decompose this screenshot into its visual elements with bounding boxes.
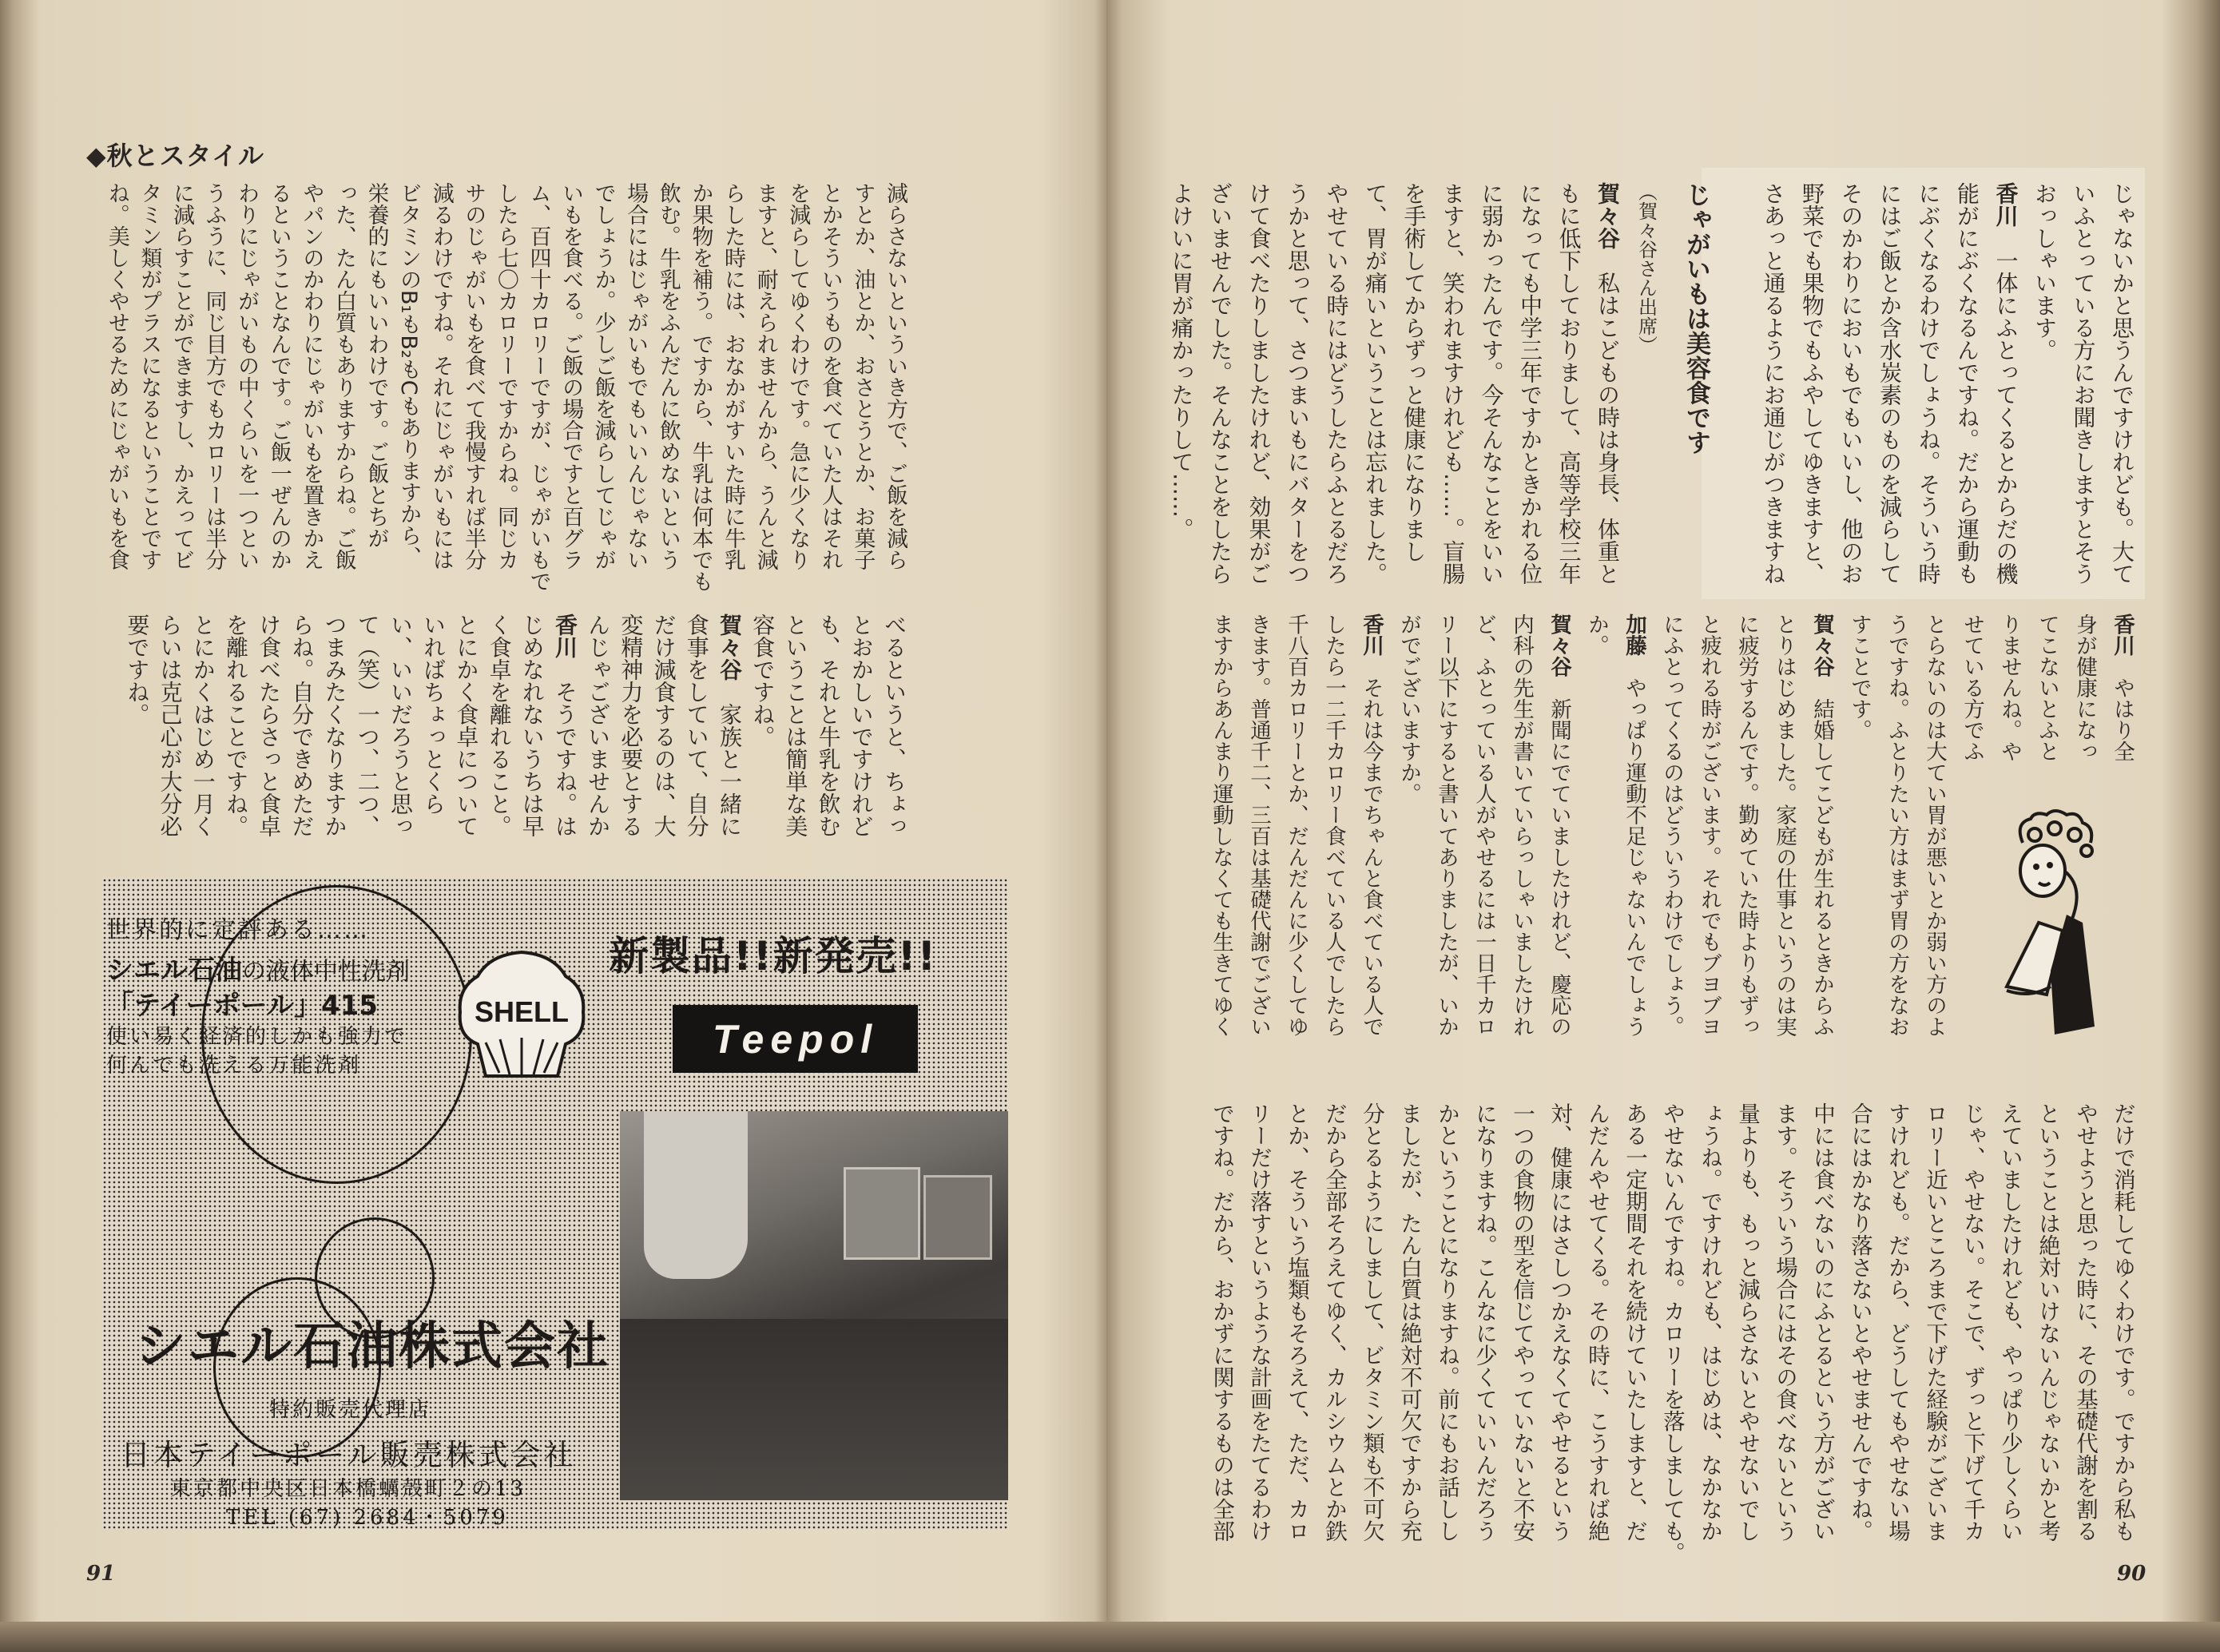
text-column [489, 182, 522, 598]
ad-address: 東京都中央区日本橋蠣殻町２の13 [170, 1477, 526, 1501]
text-column [1433, 182, 1472, 598]
column-text: 対、健康にはさしつかえなくてやせるという [1547, 1102, 1572, 1542]
text-column [392, 182, 425, 598]
text-column [100, 182, 133, 598]
column-text: ざいませんでした。そんなことをしたら [1207, 182, 1233, 585]
right-upper-text-block [1168, 182, 2141, 598]
column-text: に疲労するんです。勤めていた時よりもずっ [1734, 614, 1759, 1037]
column-text: ある一定期間それを続けていたしますと、だ [1622, 1102, 1647, 1542]
text-column [1803, 614, 1841, 1069]
text-column [1315, 1102, 1352, 1562]
text-column [285, 614, 318, 853]
column-text: やせないんですね。カロリーを落しましても。 [1659, 1102, 1685, 1564]
column-text: った、たん白質もありますからね。ご飯 [331, 182, 356, 570]
column-text: に弱かったんです。今そんなことをいい [1478, 182, 1505, 585]
column-text: らね。自分できめただ [288, 614, 316, 837]
text-column [1803, 1102, 1841, 1562]
column-text: ます。そういう場合にはその食べないという [1772, 1102, 1797, 1542]
speaker-name: 賀々谷 [716, 614, 743, 681]
text-column [1428, 1102, 1465, 1562]
speaker-name: 賀々谷 [1547, 614, 1571, 677]
text-column [1317, 182, 1356, 598]
photo-counter [620, 1319, 1008, 1500]
column-text: て、胃が痛いということは忘れました。 [1362, 182, 1388, 585]
text-column [1615, 614, 1653, 1069]
speaker-name: 香川 [551, 614, 578, 658]
text-column [1239, 182, 1278, 598]
column-text: じゃがいもは美容食です [1682, 182, 1710, 455]
text-column [1653, 1102, 1690, 1562]
text-column [1511, 182, 1550, 598]
ad-telephone: TEL (67) 2684・5079 [226, 1506, 509, 1530]
photo-pot [923, 1175, 992, 1260]
section-header: ◆秋とスタイル [86, 141, 264, 171]
text-column [1878, 614, 1916, 1069]
column-text: ますからあんまり運動しなくても生きてゆく [1209, 614, 1233, 1037]
text-column [1162, 182, 1201, 598]
text-column [1986, 182, 2025, 598]
woman-illustration-icon [1991, 811, 2119, 1054]
text-column [2063, 182, 2103, 598]
column-text: やはり全 [2110, 677, 2135, 762]
ad-kitchen-photo [620, 1111, 1008, 1500]
column-text: 千八百カロリーとか、だんだんに少くしてゆ [1284, 614, 1309, 1037]
text-column [681, 614, 713, 853]
column-text: つまみたくなりますか [321, 614, 348, 837]
text-column [1240, 1102, 1277, 1562]
text-column [1588, 182, 1627, 598]
column-text: と疲れる時がございます。それでもブヨブヨ [1697, 614, 1722, 1037]
column-text: を離れることですね。 [222, 614, 249, 837]
text-column [812, 614, 844, 853]
shell-logo-icon [454, 948, 590, 1086]
text-column [359, 182, 392, 598]
text-column [619, 182, 652, 598]
text-column [187, 614, 220, 853]
text-column [2028, 1102, 2066, 1562]
column-text: やっぱり運動不足じゃないんでしょう [1622, 677, 1646, 1037]
text-column [713, 614, 746, 853]
column-text: だから全部そろえてゆく、カルシウムとか鉄 [1321, 1102, 1347, 1542]
photo-pot [844, 1167, 920, 1260]
text-column [1277, 1102, 1315, 1562]
column-text: でしょうか。少しご飯を減らしてじゃが [590, 182, 616, 570]
left-upper-text-block [99, 182, 911, 598]
column-text: んじゃございませんか [585, 614, 612, 837]
column-text: うですね。ふとりたい方はまず胃の方をなお [1884, 614, 1909, 1037]
text-column [813, 182, 846, 598]
column-text: 食事をしていて、自分 [683, 614, 710, 837]
column-text: とらないのは大てい胃が悪いとか弱い方のよ [1922, 614, 1947, 1037]
text-column [522, 182, 554, 598]
text-column [457, 182, 490, 598]
text-column [197, 182, 230, 598]
column-text: それは今までちゃんと食べている人で [1359, 677, 1384, 1037]
column-text: て（笑）一つ、二つ、 [354, 614, 381, 837]
column-text: 合にはかなり落さないとやせませんですね。 [1847, 1102, 1873, 1542]
column-text: だけで消耗してゆくわけです。ですから私も [2110, 1102, 2135, 1542]
column-text: やせている時にはどうしたらふとるだろ [1323, 182, 1350, 585]
text-column [1753, 182, 1793, 598]
column-text: おっしゃいます。 [2031, 182, 2058, 361]
column-text: すけれども。だから、どうしてもやせない場 [1884, 1102, 1910, 1542]
ad-headline: 新製品!!新発売!! [609, 933, 938, 979]
column-text: さあっと通るようにお通じがつきますね [1760, 182, 1787, 585]
right-lower-text-block [1203, 1102, 2141, 1562]
text-column [779, 614, 812, 853]
column-text: 一体にふとってくるとからだの機 [1992, 249, 2019, 585]
text-column [684, 182, 717, 598]
column-text: すとか、油とか、おさとうとか、お菓子 [850, 182, 876, 570]
text-column [252, 614, 285, 853]
column-text: そうですね。は [551, 681, 578, 837]
column-text: け食べたらさっと食卓 [256, 614, 283, 837]
page-number-right: 90 [2117, 1562, 2147, 1586]
column-text: じめなれないうちは早 [518, 614, 546, 837]
text-column [1728, 1102, 1765, 1562]
column-text: したら一二千カロリー食べている人でしたら [1321, 614, 1346, 1037]
text-column [133, 182, 165, 598]
speaker-name: 香川 [2110, 614, 2135, 656]
ad-tagline: 世界的に定評ある…… [106, 916, 370, 944]
column-text: 飲む。牛乳をふんだんに飲めないという [655, 182, 681, 570]
left-middle-text-block [120, 614, 911, 853]
speaker-name: 賀々谷 [1809, 614, 1834, 677]
column-text: ム、百四十カロリーですが、じゃがいもで [526, 182, 551, 592]
teepol-brand-box [673, 1005, 918, 1073]
text-column [2103, 1102, 2141, 1562]
text-column [1465, 614, 1503, 1069]
text-column [1240, 614, 1277, 1069]
text-column [516, 614, 549, 853]
text-column [165, 182, 197, 598]
text-column [647, 614, 680, 853]
column-text: だけ減食するのは、大 [650, 614, 677, 837]
teepol-brand-text: Teepol [712, 1016, 879, 1062]
text-column [1690, 1102, 1728, 1562]
text-column [1870, 182, 1909, 598]
text-column [582, 614, 614, 853]
text-column [1277, 614, 1315, 1069]
text-column [2103, 182, 2142, 598]
column-text: 減るわけですね。それにじゃがいもには [428, 182, 454, 570]
column-text: ビタミンのB₁もB₂もCもありますから、 [396, 182, 422, 568]
text-column [1908, 182, 1948, 598]
column-text: 身が健康になっ [2072, 614, 2097, 762]
text-column [878, 182, 911, 598]
column-text: いればちょっとくら [420, 614, 447, 815]
speaker-name: 賀々谷 [1595, 182, 1621, 249]
column-text: んだんやせてくる。その時に、こうすれば絶 [1584, 1102, 1610, 1542]
column-text: 私はこどもの時は身長、体重と [1595, 272, 1621, 585]
text-column [1578, 614, 1615, 1069]
text-column [1201, 182, 1240, 598]
text-column [153, 614, 186, 853]
text-column [1878, 1102, 1916, 1562]
ad-line1-rest: の液体中性洗剤 [242, 958, 410, 986]
text-column [121, 614, 153, 853]
text-column [1428, 614, 1465, 1069]
text-column [1831, 182, 1870, 598]
text-column [1503, 614, 1540, 1069]
column-text: らいは克己心が大分必 [157, 614, 184, 837]
photo-hand [644, 1111, 748, 1279]
text-column [1390, 1102, 1428, 1562]
text-column [749, 182, 781, 598]
column-text: かということになりますね。前にもお話しし [1434, 1102, 1459, 1542]
column-text: ど、ふとっている人がやせるには一日千カロ [1471, 614, 1496, 1037]
column-text: ますと、笑われますけれども……。盲腸 [1440, 182, 1466, 585]
text-column [586, 182, 619, 598]
speaker-name: 香川 [1359, 614, 1384, 656]
text-column [424, 182, 457, 598]
speaker-name: 香川 [1992, 182, 2019, 227]
text-column [614, 614, 647, 853]
text-column [1540, 1102, 1578, 1562]
column-text: ましたが、たん白質は絶対不可欠ですから充 [1396, 1102, 1422, 1542]
text-column [1315, 614, 1352, 1069]
column-text: とか、そういう塩類もそろえて、ただ、カロ [1284, 1102, 1309, 1542]
column-text: 一つの食物の型を信じてやっていないと不安 [1509, 1102, 1535, 1542]
column-text: ね。美しくやせるためにじゃがいもを食 [104, 182, 129, 570]
text-column [554, 182, 586, 598]
text-column [1202, 1102, 1240, 1562]
column-text: 新聞にでていましたけれど、慶応の [1547, 698, 1571, 1037]
text-column [549, 614, 582, 853]
column-text: ですね。だから、おかずに関するものは全部 [1209, 1102, 1234, 1542]
column-text: うかと思って、さつまいもにバターをつ [1285, 182, 1311, 585]
column-text: 野菜でも果物でもふやしてゆきますと、 [1799, 182, 1825, 585]
column-text: もに低下しておりまして、高等学校三年 [1555, 182, 1583, 585]
column-text: サのじゃがいもを食べて我慢すれば半分 [461, 182, 486, 570]
column-text: えていましたけれども、やっぱり少しくらい [1997, 1102, 2023, 1542]
ad-product: 「テイーポール」415 [106, 990, 378, 1022]
text-column [1991, 1102, 2028, 1562]
text-column [781, 182, 814, 598]
column-text: にふとってくるのはどういうわけでしょう。 [1659, 614, 1684, 1037]
column-text: か果物を補う。ですから、牛乳は何本でも [688, 182, 713, 592]
ad-agent-label: 特約販売代理店 [269, 1398, 432, 1422]
page-number-left: 91 [86, 1562, 116, 1586]
column-text: 家族と一緒に [716, 703, 743, 837]
column-text: とにかくはじめ一月く [189, 614, 216, 837]
text-column [1503, 1102, 1540, 1562]
text-column [220, 614, 252, 853]
column-text: も、それと牛乳を飲む [815, 614, 842, 837]
column-text: 結婚してこどもが生れるときからふ [1809, 698, 1834, 1037]
ad-desc1: 使い易く経済的しかも強力で [106, 1025, 408, 1049]
text-column [318, 614, 351, 853]
column-text: く食卓を離れること。 [486, 614, 513, 837]
column-text: 要ですね。 [124, 614, 151, 725]
column-text: を手術してからずっと健康になりまし [1400, 182, 1428, 562]
text-column [450, 614, 483, 853]
column-text: とかそういうものを食べていた人はそれ [817, 182, 843, 570]
text-column [1765, 1102, 1803, 1562]
text-column [483, 614, 515, 853]
column-text: 減らさないといういき方で、ご飯を減ら [883, 182, 907, 570]
text-column [1394, 182, 1433, 598]
column-text: ということは絶対いけないんじゃないかと考 [2035, 1102, 2060, 1542]
shell-logo-text: SHELL [474, 995, 570, 1028]
column-text: 栄養的にもいいわけです。ご飯とちが [363, 182, 389, 549]
column-text: けて食べたりしましたけれど、効果がご [1245, 182, 1273, 585]
column-text: 中には食べないのにふとるという方がござい [1809, 1102, 1835, 1542]
text-column [1352, 614, 1390, 1069]
text-column [417, 614, 450, 853]
text-column [1578, 1102, 1615, 1562]
ad-line1 [106, 948, 410, 987]
text-column [1841, 614, 1878, 1069]
text-column [1549, 182, 1588, 598]
text-column [1953, 1102, 1991, 1562]
text-column [327, 182, 359, 598]
shell-teepol-advertisement [102, 878, 1008, 1529]
text-column [1278, 182, 1317, 598]
text-column [295, 182, 328, 598]
text-column [1390, 614, 1428, 1069]
column-text: 量よりも、もっと減らさないとやせないでし [1734, 1102, 1760, 1542]
column-text: に減らすことができますし、かえってビ [169, 182, 194, 570]
column-text: じゃ、やせない。そこで、ずっと下げて千カ [1960, 1102, 1985, 1542]
text-column [262, 182, 295, 598]
text-column [1653, 614, 1690, 1069]
column-text: いふとっている方にお聞きしますとそう [2070, 182, 2097, 585]
article-title [1666, 182, 1727, 598]
column-text: 能がにぶくなるんですね。だから運動も [1954, 182, 1980, 585]
column-text: ますと、耐えられませんから、うんと減 [753, 182, 778, 570]
text-column [1953, 614, 1991, 1069]
column-text: べるというと、ちょっ [881, 614, 907, 837]
column-text: 分とるようにしまして、ビタミン類も不可欠 [1359, 1102, 1384, 1542]
text-column [1202, 614, 1240, 1069]
column-text: せている方でふ [1960, 614, 1984, 762]
text-column [2025, 182, 2064, 598]
column-text: にぶくなるわけでしょうね。そういう時 [1915, 182, 1942, 585]
speaker-name: 加藤 [1622, 614, 1646, 656]
text-column [845, 614, 878, 853]
column-text: やせようと思った時に、その基礎代謝を割る [2072, 1102, 2098, 1542]
column-text: リーだけ落すというような計画をたてるわけ [1246, 1102, 1272, 1542]
text-column [1352, 1102, 1390, 1562]
column-text: すことです。 [1847, 614, 1872, 741]
text-column [1615, 1102, 1653, 1562]
column-text: じゃないかと思うんですけれども。大て [2109, 182, 2135, 585]
column-text: にはご飯とか含水炭素のものを減らして [1876, 182, 1903, 585]
book-bottom-edge [0, 1622, 2220, 1652]
column-text: 内科の先生が書いていらっしゃいましたけれ [1509, 614, 1534, 1037]
column-text: わりにじゃがいもの中くらいを一つとい [234, 182, 260, 570]
column-text: そのかわりにおいもでもいいし、他のお [1837, 182, 1865, 585]
column-text: したら七〇カロリーですからね。同じカ [493, 182, 518, 570]
column-text: を減らしてゆくわけです。急に少くなり [785, 182, 811, 570]
column-text: タミン類がプラスになるということです [137, 182, 162, 570]
column-text: リー以下にすると書いてありましたが、いか [1434, 614, 1459, 1037]
text-column [384, 614, 417, 853]
text-column [1916, 614, 1953, 1069]
column-text: よけいに胃が痛かったりして……。 [1168, 182, 1195, 540]
text-column [1690, 614, 1728, 1069]
text-column [1471, 182, 1511, 598]
column-text: 容食ですね。 [749, 614, 776, 748]
ad-company-name: シエル石油株式会社 [135, 1317, 610, 1376]
column-text: てこないとふと [2035, 614, 2059, 762]
column-text: きます。普通千二、三百は基礎代謝でござい [1246, 614, 1271, 1037]
text-column [1948, 182, 1987, 598]
text-column [1916, 1102, 1953, 1562]
text-column [1793, 182, 1832, 598]
column-text: になりますね。こんなに少くていいんだろう [1471, 1102, 1497, 1542]
ad-desc2: 何んでも洗える万能洗剤 [106, 1054, 362, 1078]
text-column [846, 182, 879, 598]
text-column [230, 182, 263, 598]
column-text: りませんね。や [1997, 614, 2022, 762]
column-text: （賀々谷さん出席） [1634, 182, 1658, 355]
text-column [746, 614, 779, 853]
text-column [1765, 614, 1803, 1069]
participant-note [1626, 182, 1666, 598]
text-column [1540, 614, 1578, 1069]
text-column [1465, 1102, 1503, 1562]
text-column [651, 182, 684, 598]
ad-agent-name: 日本テイーポール販売株式会社 [121, 1438, 577, 1472]
column-text: るということなんです。ご飯一ぜんのか [266, 182, 292, 570]
text-column [1728, 614, 1765, 1069]
ad-brand: シエル石油 [106, 955, 242, 987]
column-text: か。 [1584, 614, 1609, 656]
text-column [351, 614, 384, 853]
text-column [716, 182, 749, 598]
column-text: とにかく食卓について [453, 614, 480, 837]
column-text: とおかしいですけれど [848, 614, 875, 837]
column-text: うふうに、同じ目方でもカロリーは半分 [201, 182, 227, 570]
column-text: がでございますか。 [1396, 614, 1421, 804]
text-column [1356, 182, 1395, 598]
column-text: やパンのかわりにじゃがいもを置きかえ [299, 182, 324, 570]
column-text: い、いいだろうと思っ [387, 614, 414, 837]
column-text: ょうね。ですけれども、はじめは、なかなか [1697, 1102, 1722, 1542]
text-column [878, 614, 911, 853]
column-text: とりはじめました。家庭の仕事というのは実 [1772, 614, 1797, 1037]
column-text: になっても中学三年ですかときかれる位 [1517, 182, 1543, 585]
column-text: いもを食べる。ご飯の場合ですと百グラ [558, 182, 584, 570]
column-text: 変精神力を必要とする [618, 614, 645, 837]
column-text: ということは簡単な美 [782, 614, 809, 837]
column-text: 場合にはじゃがいもでもいいんじゃない [623, 182, 649, 570]
text-column [1841, 1102, 1878, 1562]
text-column [2066, 1102, 2103, 1562]
column-text: らした時には、おなかがすいた時に牛乳 [721, 182, 746, 570]
column-text: ロリー近いところまで下げた経験がございま [1922, 1102, 1948, 1542]
